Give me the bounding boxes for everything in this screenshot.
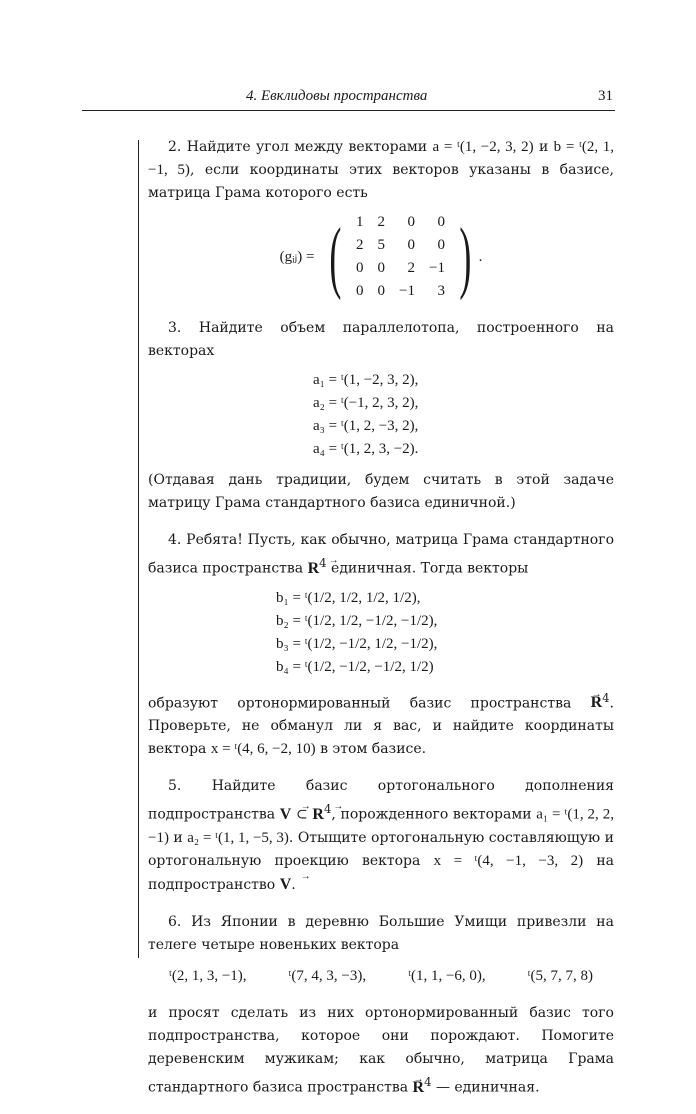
gram-matrix <box>148 211 614 303</box>
matrix-cell: 2 <box>356 237 364 253</box>
vector-a4: a₄ = ᵗ(1, 2, 3, −2). <box>313 441 419 457</box>
matrix-row <box>349 280 452 303</box>
problem-6 <box>148 911 614 1100</box>
matrix-cell: 0 <box>407 214 416 230</box>
matrix-row <box>349 211 452 234</box>
problem-4-text: 4. Ребята! Пусть, как обычно, матрица Грама стандартного базиса пространства → $R^4$ единичная. Тогда векторы <box>148 529 614 581</box>
problem-3-note: (Отдавая дань традиции, будем считать в этой задаче матрицу Грама стандартного базиса единичной.) <box>148 472 614 511</box>
vector-1: ᵗ(2, 1, 3, −1), <box>168 967 247 984</box>
matrix-cell: 2 <box>407 260 416 276</box>
matrix-cell: 1 <box>356 214 364 230</box>
space-symbol: → R <box>591 694 603 711</box>
matrix-row <box>349 257 452 280</box>
matrix-cell: 0 <box>437 214 445 230</box>
space-symbol: → R <box>312 806 324 823</box>
subspace-symbol: → V <box>280 876 292 893</box>
matrix-table <box>349 211 452 303</box>
page-body <box>148 136 614 1114</box>
matrix-cell: 0 <box>356 283 364 299</box>
matrix-cell: 0 <box>356 260 364 276</box>
problem-5-text: 5. Найдите базис ортогонального дополнения подпространства → V ⊂ → $R^4$, порожденного векторами a₁ = ᵗ(1, 2, 2, −1) и a₂ = ᵗ(1, 1, −5, 3). Отыщите ортогональную составляющую и ортогональную проекцию вектора x = ᵗ(4, −1, −3, 2) на подпространство → V. <box>148 775 614 897</box>
problem-3-text: 3. Найдите объем параллелотопа, построенного на векторах <box>148 320 614 359</box>
gram-lhs: (gᵢⱼ) = <box>279 248 315 265</box>
problem-2-text: 2. Найдите угол между векторами a = ᵗ(1, −2, 3, 2) и b = ᵗ(2, 1, −1, 5), если координаты этих векторов указаны в базисе, матрица Грама которого есть <box>148 139 614 201</box>
problem-6-text: 6. Из Японии в деревню Большие Умищи привезли на телеге четыре новеньких вектора <box>148 913 614 953</box>
right-paren: ) <box>459 213 472 301</box>
matrix-cell: 2 <box>377 214 386 230</box>
chapter-title: 4. Евклидовы пространства <box>246 88 428 104</box>
matrix-cell: 0 <box>377 283 386 299</box>
problem-4-vectors <box>148 587 614 679</box>
matrix-cell: 0 <box>377 260 386 276</box>
problem-6-text-2: и просят сделать из них ортонормированный базис того подпространства, которое они порождают. Помогите деревенским мужикам; как обычно, матрица Грама стандартного базиса пространства → $R^4$ — единичная. <box>148 1002 614 1100</box>
vector-b1: b₁ = ᵗ(1/2, 1/2, 1/2, 1/2), <box>276 589 421 606</box>
problem-3-vectors <box>148 369 614 461</box>
problem-2 <box>148 136 614 303</box>
matrix-cell: −1 <box>399 283 416 299</box>
matrix-cell: −1 <box>429 260 445 276</box>
problem-6-vectors <box>148 965 614 988</box>
matrix-cell: 0 <box>407 237 416 253</box>
space-symbol: → R <box>308 560 320 577</box>
matrix-row <box>349 234 452 257</box>
vector-3: ᵗ(1, 1, −6, 0), <box>408 967 486 984</box>
space-symbol: → R <box>413 1079 425 1096</box>
vector-2: ᵗ(7, 4, 3, −3), <box>288 967 367 984</box>
running-head <box>82 84 615 111</box>
margin-rule <box>138 140 139 958</box>
vector-a3: a₃ = ᵗ(1, 2, −3, 2), <box>313 418 419 434</box>
problem-4 <box>148 529 614 761</box>
matrix-cell: 0 <box>437 237 445 253</box>
vector-4: ᵗ(5, 7, 7, 8) <box>527 967 593 984</box>
problem-3 <box>148 317 614 515</box>
matrix-cell: 5 <box>377 237 386 253</box>
gram-end: . <box>478 248 483 265</box>
vector-a1: a₁ = ᵗ(1, −2, 3, 2), <box>313 372 419 388</box>
problem-5 <box>148 775 614 897</box>
subspace-symbol: → V <box>280 806 292 823</box>
page-number: 31 <box>598 88 613 104</box>
vector-b2: b₂ = ᵗ(1/2, 1/2, −1/2, −1/2), <box>276 612 438 629</box>
vector-b3: b₃ = ᵗ(1/2, −1/2, 1/2, −1/2), <box>276 635 438 652</box>
problem-4-text-2: образуют ортонормированный базис пространства → $R^4$. Проверьте, не обманул ли я вас, и найдите координаты вектора x = ᵗ(4, 6, −2, 10) в этом базисе. <box>148 687 614 762</box>
matrix-cell: 3 <box>437 283 445 299</box>
left-paren: ( <box>329 213 342 301</box>
vector-b4: b₄ = ᵗ(1/2, −1/2, −1/2, 1/2) <box>276 658 434 675</box>
vector-a2: a₂ = ᵗ(−1, 2, 3, 2), <box>313 395 419 411</box>
